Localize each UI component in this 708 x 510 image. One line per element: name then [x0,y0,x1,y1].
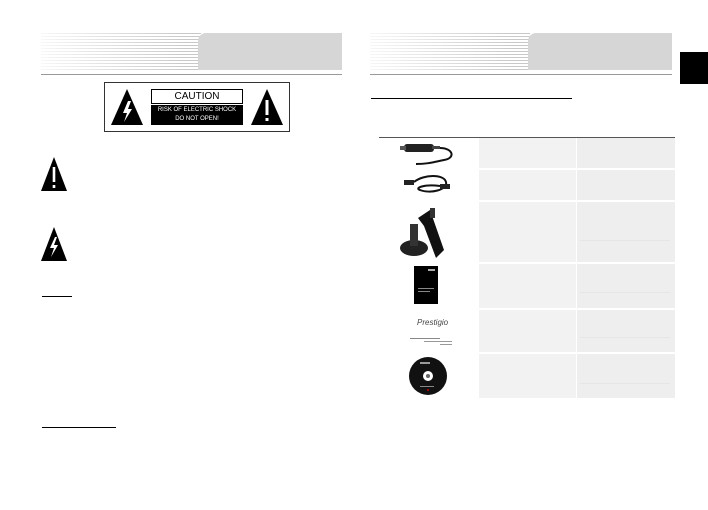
car-charger-icon [398,138,458,168]
lightning-triangle-icon [40,226,68,262]
table-cell-name-3 [479,202,576,262]
table-cell-qty-6 [577,354,675,398]
table-cell-name-5 [479,310,576,352]
exclamation-warning-icon [249,87,285,127]
left-header-rule [41,74,342,75]
table-cell-qty-4 [577,264,675,308]
table-cell-divider [580,240,670,241]
caution-line-1: RISK OF ELECTRIC SHOCK [157,107,237,113]
warranty-card-icon [410,336,454,348]
user-manual-icon [414,266,438,304]
table-cell-name-2 [479,170,576,200]
software-cd-icon [408,356,448,396]
warranty-card-brand: Prestigio [417,318,449,327]
caution-warning-block [151,105,243,125]
caution-line-2: DO NOT OPEN! [175,116,219,122]
table-cell-name-1 [479,138,576,168]
table-cell-divider [580,337,670,338]
left-header-tab [198,33,342,70]
caution-title: CAUTION [151,89,243,104]
table-cell-name-6 [479,354,576,398]
windshield-mount-icon [396,204,450,262]
page-tab-marker [680,52,708,84]
note-heading-underline [42,296,72,297]
table-cell-divider [580,292,670,293]
right-heading-underline [371,98,572,99]
table-cell-name-4 [479,264,576,308]
right-header-stripes [370,33,530,70]
left-header-stripes [41,33,201,70]
table-cell-qty-1 [577,138,675,168]
lightning-warning-icon [109,87,145,127]
right-header-rule [370,74,672,75]
caution-sign [104,82,290,132]
usb-cable-icon [400,170,456,200]
table-cell-divider [580,383,670,384]
section-heading-underline [42,427,116,428]
table-cell-qty-3 [577,202,675,262]
table-cell-qty-5 [577,310,675,352]
exclamation-triangle-icon [40,156,68,192]
table-cell-qty-2 [577,170,675,200]
right-header-tab [528,33,672,70]
